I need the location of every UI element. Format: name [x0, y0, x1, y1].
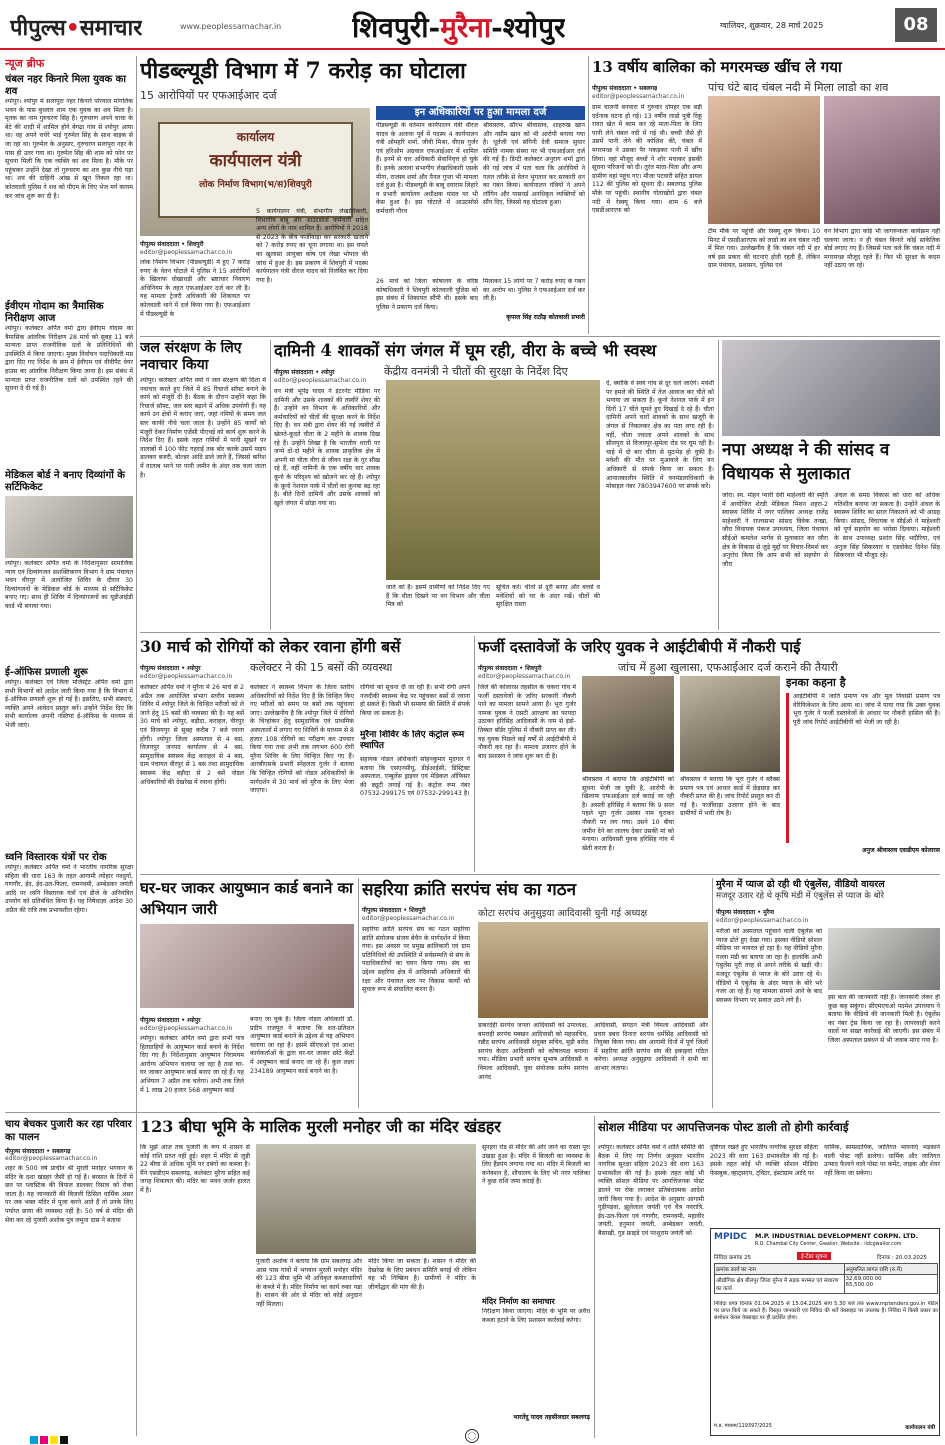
fake-docs-story [478, 636, 940, 872]
cheetah-email[interactable]: editor@peoplessamachar.co.in [274, 377, 367, 384]
color-registration-bar [30, 1436, 68, 1444]
muralidhar-signoff: भारतेंदु यादव तहसीलदार सबलगढ़ [513, 1414, 590, 1421]
water-body: श्योपुर। कलेक्टर अर्पित वर्मा ने जल संरक्षण की दिशा में नवाचार करते हुए जिले में 85 रिचार्ज सॉफ्ट बनाने के कार्य को मंजूरी दी है। बैठक के दौरान उन्होंने कहा कि रिचार्ज सॉफ्ट, जल स्तर बढ़ाने में अधिक उपयोगी हैं। यह कार्य उन क्षेत्रों में कराए जाएं, जहां नमियों के समय जल स्तर काफी नीचे चला जाता है। उन्होंने 85 कार्यों को मंजूरी देकर निर्माण एजेंसी पीएचई को कार्य शुरू करने के निर्देश दिए हैं। इसके तहत गर्मियों में पानी सूखने पर तालाबों में 100 फीट गहराई तक बोर करके उसमें पाइप डालकर बजरी, बोल्डर आदि डाले जाते हैं, जिससे बारिश में तालाब भरने पर पानी जमीन के अंदर तक चला जाता है। [140, 377, 266, 479]
fake-col-2: श्रीवास्तव ने बताया कि आईटीबीपी को सूचना भेजी जा चुकी है, आरोपी के खिलाफ एफआईआर दर्ज कराई जा रही है। असली हरिसिंह ने बताया कि 9 साल पहले भूरा गुर्जर उसका नाम चुराकर नौकरी पर लग गया। उसने 10 बीघा जमीन देने का लालच देकर उसकी मां को मनाया। आदिवासी युवक हरिसिंह गांव में खेती करता है। [582, 776, 674, 852]
ayushman-headline: घर-घर जाकर आयुष्मान कार्ड बनाने का अभियान जारी [140, 879, 353, 918]
tender-badge: ई-टेंडर सूचना [797, 1252, 831, 1260]
brief-body: श्योपुर। कलेक्टर अर्पित वर्मा द्वारा ईवीएम गोदाम का त्रैमासिक आंतरिक निरीक्षण 28 मार्च को सुबह 11 बजे मान्यता प्राप्त राजनीतिक दलों के प्रतिनिधियों की उपस्थिति में किया जाएगा। मुख्य निर्वाचन पदाधिकारी मप्र द्वारा दिए गए निर्देश के क्रम में ईवीएम एवं वीवीपैट वेयर हाउस का आंतरिक निरीक्षण किया जाना है। इस संबंध में मान्यता प्राप्त राजनीतिक दलों को उपस्थित रहने की सूचना दे दी गई है। [5, 325, 133, 393]
cheetah-byline: पीपुल्स संवाददाता • श्योपुर [274, 369, 335, 376]
crocodile-headline: 13 वर्षीय बालिका को मगरमच्छ खींच ले गया [592, 58, 842, 76]
column-divider [718, 340, 719, 630]
buses-deck: कलेक्टर ने की 15 बसों की व्यवस्था [250, 661, 393, 674]
ambulance-col-2: इस बात की जानकारी नहीं है। जानकारी लेकर ही कुछ कह सकूंगा। सीएमएचओ पदमेश उपाध्याय ने बताया कि वीडियो की जानकारी मिली है। एंबुलेंस का नंबर ट्रेस किया जा रहा है। लापरवाही करने वालों पर सख्त कार्रवाई की जाएगी। इस संबंध में जिला अस्पताल प्रबंधन से भी जवाब मांगा गया है। [828, 994, 940, 1044]
pwd-byline: पीपुल्स संवाददाता • शिवपुरी [140, 241, 204, 248]
ambulance-story [716, 878, 940, 1108]
napa-col-1: जोरा। स्व. मोहन प्यारी देवी माहेश्वरी की स्मृति में आयोजित शेरडी मेडिकल मिशन शहरा-2 स्वास्थ्य शिविर में नगर पालिका अध्यक्ष राजेंद्र माहेश्वरी ने राज्यसभा सांसद विवेक तन्खा, जौरा विधायक पंकज उपाध्याय, जिला पंचायत सीईओ कमलेश भार्गव से मुलाकात कर जौरा क्षेत्र के विकास से जुड़े मुद्दों पर विचार-विमर्श कर अनुरोध किया कि आप सभी को सहयोग से जौरा [722, 492, 828, 568]
sahariya-headline: सहरिया क्रांति सरपंच संघ का गठन [362, 880, 577, 900]
napa-story [722, 340, 940, 630]
brand-logo [10, 12, 142, 42]
buses-subhead: मुरैना शिविर के लिए कंट्रोल रूम स्थापित [360, 730, 465, 751]
pwd-headline: पीडब्ल्यूडी विभाग में 7 करोड़ का घोटाला [140, 58, 466, 84]
column-divider [474, 636, 475, 872]
cheetah-headline: दामिनी 4 शावकों संग जंगल में घूम रही, वीरा के बच्चे भी स्वस्थ [274, 341, 657, 360]
tender-table-row [715, 1275, 937, 1293]
brief-item-4 [5, 667, 133, 849]
news-brief-label: न्यूज ब्रीफ [5, 57, 45, 70]
napa-meeting-photo [722, 340, 940, 436]
office-sign [158, 122, 353, 218]
ambulance-photo [828, 928, 940, 990]
crocodile-story [592, 56, 940, 334]
statement-quote: आईटीबीपी में जाति प्रमाण पत्र और मूल निवासी प्रमाण पत्र वेरिफिकेशन के लिए आया था। जांच में पाया गया कि उक्त युवक भूरा गुर्जर ने फर्जी दस्तावेजों के आधार पर नौकरी हासिल की है। पूरी जांच रिपोर्ट आईटीबीपी को भेजी जा रही है। [786, 693, 940, 843]
tender-table [714, 1263, 938, 1294]
temple-photo [256, 1144, 476, 1254]
brief-title: ईवीएम गोदाम का त्रैमासिक निरीक्षण आज [5, 301, 104, 324]
muralidhar-col-2: पुजारी अशोक ने बताया कि ग्राम सबलगढ़ और आस पास गांवों में भगवान मुरली मनोहर मंदिर की 123 बीघा भूमि भी अधिकृत कब्जाधारियों के कब्जे में है। मंदिर निर्माण का कार्य रुका पड़ा है। शासन की ओर से मंदिर को कोई अनुदान नहीं मिलता। [256, 1258, 362, 1308]
tender-date: दिनांक : 20.03.2025 [877, 1255, 927, 1261]
tender-notice [710, 1228, 940, 1436]
buses-byline: पीपुल्स संवाददाता • श्योपुर [140, 665, 201, 672]
cheetah-photo [386, 380, 600, 580]
sahariya-col-2: डाबरदेही सरपंच जनता आदिवासी को उपाध्यक्ष, बमराही सरपंच मक्खन आदिवासी को महासचिव, रन्नौद सरपंच आदिवासी संयुक्त सचिव, मुड़ी बरोद सरपंच केदार आदिवासी को कोषाध्यक्ष बनाया गया। मीडिया प्रभारी सरपंच सुभाष आदिवासी व विमला आदिवासी, युवा संयोजक सलेम सरपंच आनंद [478, 1022, 588, 1081]
brief-title: मेडिकल बोर्ड ने बनाए दिव्यांगों के सर्टिफिकेट [5, 470, 125, 493]
buses-col-1: कलेक्टर अर्पित वर्मा ने मुरैना में 26 मार्च से 2 अप्रैल तक आयोजित संभाग स्तरीय स्वास्थ्य शिविर में श्योपुर जिले के चिन्हित मरीजों को ले जाने हेतु 15 बसों की व्यवस्था की है। यह बसें 30 मार्च को श्योपुर, बड़ौदा, कराहल, वीरपुर एवं विजयपुर से सुबह करीब 7 बजे रवाना होंगी। श्योपुर जिला अस्पताल से 4 बस, विजयपुर जनपद कार्यालय से 4 बस, सामुदायिक स्वास्थ्य केंद्र कराहल से 4 बस, ग्राम पंचायत वीरपुर से 1 बस तथा सामुदायिक स्वास्थ्य केंद्र बड़ौदा से 2 बसें नोडल अधिकारियों की देखरेख में रवाना होंगी। [140, 684, 244, 786]
column-divider [594, 1116, 595, 1438]
fake-byline: पीपुल्स संवाददाता • शिवपुरी [478, 665, 542, 672]
tender-table-header [715, 1264, 937, 1275]
ayushman-col-2: बनाए जा चुके हैं। जिला नोडल अधिकारी डॉ. प्रदीप राजपूत ने बताया कि शत-प्रतिशत आयुष्मान कार्ड बनाने के उद्देश्य से यह अभियान चलाया जा रहा है। इसमें सीएचओ एवं आशा कार्यकर्ताओं के द्वारा घर-घर जाकर छोटे केंद्रों में आयुष्मान कार्ड बनाए जा रहे हैं। कुल लक्ष्य 234189 आयुष्मान कार्ड बनाने का है। [250, 1016, 354, 1075]
pwd-note-2: मिलाकर 15 लोगों पर 7 करोड़ रुपए के गबन का आरोप था। पुलिस ने एफआईआर दर्ज कर ली है। [483, 278, 585, 303]
social-media-story [598, 1116, 940, 1438]
site-url[interactable]: www.peoplessamachar.in [180, 22, 282, 31]
ambulance-headline: मुरैना में प्याज ढो रही थी एंबुलेंस, वीडियो वायरल [716, 879, 885, 890]
sahariya-byline: पीपुल्स संवाददाता • शिवपुरी [362, 907, 426, 914]
ayushman-col-1: श्योपुर। कलेक्टर अर्पित वर्मा द्वारा सभी पात्र हितग्राहियों के आयुष्मान कार्ड बनाने के निर्देश दिए गए हैं। निर्देशानुसार आयुष्मान निरामयम आरोग्य अभियान चलाया जा रहा है तथा घर-घर जाकर आयुष्मान कार्ड बनाए जा रहे हैं। यह अभियान 7 अप्रैल तक चलेगा। अभी तक जिले में 1 लाख 20 हजार 568 आयुष्मान कार्ड [140, 1035, 244, 1094]
fake-col-1: जिले की कोलारस तहसील के चकरा गांव में फर्जी दस्तावेजों के जरिए सरकारी नौकरी पाने का मामला सामने आया है। भूरा गुर्जर नामक युवक ने एसटी आरक्षण का फायदा उठाकर हरिसिंह आदिवासी के नाम से इंडो-तिब्बत बॉर्डर पुलिस में नौकरी प्राप्त कर ली। यह युवक पिछले कई वर्षों से आईटीबीपी में नौकरी कर रहा है। मामला उजागर होने के बाद प्रशासन ने जांच शुरू कर दी है। [478, 684, 576, 760]
brand-right: समाचार [79, 16, 143, 41]
brief-title: चंबल नहर किनारे मिला युवक का शव [5, 74, 126, 97]
brand-left: पीपुल्स [10, 16, 66, 41]
priest-body: शहर के 500 वर्ष प्राचीन श्री मुरली मनोहर भगवान के मंदिर के दशा खंडहर जैसी हो गई है। बरसात के दिनों में छत पर प्लास्टिक की त्रिपाल डालकर रिसाव को रोका जाता है। यह जानकारी की बिजली ठिसिल धार्मिक असर पर जब भक्त मंदिर में पूजा करने आते हैं तो उनके लिए पर्याप्त छाया की व्यवस्था नहीं है। 50 वर्ष से मंदिर की सेवा कर रहे पुजारी अशोक पुत्र जमुना दास ने बताया [5, 1165, 133, 1224]
pwd-officials-box-title: इन अधिकारियों पर हुआ मामला दर्ज [376, 106, 585, 120]
sahariya-col-1: सहरिया क्रांति सरपंच संघ का गठन सहरिया क्रांति संयोजक संजय बेचैन के मार्गदर्शन में किया गया। इस अवसर पर प्रमुख क्रांतिकारी एवं ग्राम प्रतिनिधियों की उपस्थिति में सर्वसम्मति से संघ के पदाधिकारियों का चयन किया गया। संघ का उद्देश्य सहरिया क्षेत्र में आदिवासी अधिकारों की रक्षा और पंचायत स्तर पर विकास कार्यों को सुचारु रूप से संचालित करना है। [362, 926, 470, 994]
muralidhar-subhead: मंदिर निर्माण का समाचार [482, 1296, 555, 1306]
tender-col-cost: अनुमानित लागत राशि (रु.में) [845, 1267, 903, 1273]
edition-c: -श्योपुर [491, 11, 566, 44]
ambulance-deck: मजदूर उतार रहे थे कृषि मंडी में एंबुलेंस से प्याज के बोरे [716, 891, 885, 901]
tender-signatory: कार्यपालन यंत्री [905, 1425, 935, 1431]
medical-camp-photo [5, 496, 133, 558]
tender-work-name: औद्योगिक क्षेत्र बीलपुर जिला मुरैना में सड़क मरम्मत एवं संधारण का कार्य [715, 1275, 845, 1293]
fake-headline: फर्जी दस्तावेजों के जरिए युवक ने आईटीबीपी में नौकरी पाई [478, 638, 801, 656]
column-divider [136, 56, 137, 1436]
buses-email[interactable]: editor@peoplessamachar.co.in [140, 673, 233, 680]
tender-logo: MPIDC [714, 1232, 747, 1242]
ayushman-byline: पीपुल्स संवाददाता • श्योपुर [140, 1017, 201, 1024]
sign-line-3: लोक निर्माण विभाग(भ/स)शिवपुरी [199, 180, 312, 190]
column-divider [358, 878, 359, 1108]
fake-col-3: श्रीवास्तव ने बताया कि भूरा गुर्जर ने ब्लैक्स प्रमाण पत्र एवं आधार कार्ड में छेड़छाड़ कर नौकरी प्राप्त की है। जांच रिपोर्ट प्रस्तुत कर दी गई है। फर्जीवाड़ा उजागर होने के बाद ग्रामीणों में भारी रोष है। [680, 776, 780, 818]
brief-body: श्योपुर। श्योपुर में सलापुरा नहर किनारे पोरवाल मांगलिक भवन के पास बुधवार शाम एक युवक का शव मिला है। मृतक का नाम गुरुचरण सिंह है। गुरुचरण अपने चाचा के बेटे की शादी में शामिल होने बेगढ़ा गांव से श्योपुर आया था। वह अपने चचेरे भाई गुरुमेल सिंह के साथ बाइक से जा रहा था। गुरुमेल के अनुसार, गुरुचरण सलापुरा नहर के पास ही उतर गया था। गुरुमेल सिंह की शाम को फोन पर सूचना मिली कि एक व्यक्ति का शव मिला है। मौके पर पहुंचकर उन्होंने देखा तो गुरुचरण का शव कुछ नीचे पड़ा था। शव की दाहिनी आंख से खून निकल रहा था। कोतवाली पुलिस ने शव को पीएम के लिए भेज मर्ग कायम कर जांच शुरू कर दी है। [5, 98, 133, 200]
tender-body: निविदा प्रपत्र दिनांक 01.04.2025 से 15.04.2025 सायं 5.30 बजे तक www.mptenders.gov.in पोर्टल पर प्राप्त किये जा सकते हैं। विस्तृत जानकारी एवं निविदा की शर्तें वेबसाइट पर उपलब्ध हैं। निविदा में किसी प्रकार का संशोधन केवल वेबसाइट पर ही प्रदर्शित होगा। [714, 1301, 938, 1321]
accused-photo [582, 676, 674, 772]
social-col-1: श्योपुर। कलेक्टर अर्पित वर्मा ने शांति समिति की बैठक में लिए गए निर्णय अनुसार भारतीय नागरिक सुरक्षा संहिता 2023 की धारा 163 प्रभावशील की गई है। इसके तहत कोई भी व्यक्ति सोशल मीडिया पर आपत्तिजनक पोस्ट डालने पर रोक लगाकर प्रतिबंधात्मक आदेश जारी किया गया है। आदेश के अनुसार आगामी गुड़ीपड़वा, झूलेलाल जयंती एवं चैत्र नवरात्रि, ईद-उल-फितर एवं गणगौर, रामनवमी, महावीर जयंती, हनुमान जयंती, अम्बेडकर जयंती, बैसाखी, गुड फ्राइडे एवं परशुराम जयंती को [598, 1144, 704, 1237]
brief-title: ध्वनि विस्तारक यंत्रों पर रोक [5, 852, 107, 863]
sign-line-1: कार्यालय [236, 130, 275, 144]
crocodile-col-3: वन विभाग द्वारा कोई भी जागरूकता कार्यक्रम नहीं चलाया जाता। न ही चंबल किनारे कोई सांकेतिक बोर्ड लगाए गए हैं। जिससे पता चले कि चंबल नदी में मगरमच्छ मौजूद रहते हैं। फिर भी सुरक्षा के कदम नहीं उठाए जा रहे। [824, 228, 940, 270]
brand-dot-icon: • [65, 16, 80, 41]
brief-body: श्योपुर। कलेक्टर अर्पित वर्मा ने भारतीय नागरिक सुरक्षा संहिता की धारा 163 के तहत आगामी त्योहार नवदुर्गा, गणगौर, ईद, ईद-उल-फितर, रामनवमी, अम्बेडकर जयंती आदि पर ध्वनि विस्तारक यंत्रों एवं डीजे के अनियंत्रित उपयोग को प्रतिबंधित किया है। यह निषेधाज्ञा आदेश 30 अप्रैल की रात्रि तक प्रभावशील रहेगा। [5, 864, 133, 914]
section-divider [140, 874, 940, 875]
sahariya-story [362, 878, 708, 1108]
ambulance-byline: पीपुल्स संवाददाता • मुरैना [716, 909, 775, 916]
sahariya-group-photo [478, 922, 708, 1018]
pwd-deck: 15 आरोपियों पर एफआईआर दर्ज [140, 89, 277, 102]
column-divider [712, 878, 713, 1108]
water-headline: जल संरक्षण के लिए नवाचार किया [140, 340, 242, 373]
cheetah-story [274, 340, 714, 630]
brief-title: ई-ऑफिस प्रणाली शुरू [5, 667, 88, 678]
news-brief-column [5, 56, 133, 1072]
ayushman-photo [140, 924, 354, 1008]
priest-headline: चाय बेचकर पुजारी कर रहा परिवार का पालन [5, 1119, 132, 1143]
brief-item-2 [5, 301, 133, 467]
section-divider [5, 1112, 940, 1113]
pwd-note: 26 मार्च को जिला कोषालय के वरिष्ठ कोषाधिकारी ने शिवपुरी कोतवाली पुलिस को इस संबंध में शिकायत सौंपी थी। इसके बाद पुलिस ने प्रकरण दर्ज किया। [376, 278, 478, 311]
tender-col-work: क्रमांक कार्य का नाम [715, 1264, 845, 1274]
magenta-swatch [40, 1436, 48, 1444]
muralidhar-col-5: निरीक्षण किया जाएगा। मंदिर के भूमि पर अवैध कब्जा हटाने के लिए प्रशासन कार्रवाई करेगा। [482, 1308, 590, 1324]
muralidhar-story [140, 1116, 590, 1438]
brief-item-5 [5, 852, 133, 988]
muralidhar-col-1: कि मुझे आज तक पुजारी के रूप में शासन से कोई राशि प्राप्त नहीं हुई। शहर में मंदिर से जुड़ी 22 बीघा से अधिक भूमि पर दबंगों का कब्जा है। मैंने एसडीएम सबलगढ़, कलेक्टर मुरैना सहित कई जगह शिकायत की। मंदिर का भवन जर्जर हालत में है। [140, 1144, 250, 1194]
buses-col-4: सहायक नोडल अधिकारी सोहनकुमार मुदगल ने बताया कि एसएनसीयू, डीईआईसी, डिस्ट्रिक्ट अस्पताल, एम्बुलेंस ड्राइवर एवं मेडिकल ऑफिसर की ड्यूटी लगाई गई है। कंट्रोल रूम नंबर 07532-299175 एवं 07532-299143 है। [360, 756, 470, 798]
priest-byline: पीपुल्स संवाददाता • सबलगढ़ [5, 1148, 71, 1155]
muralidhar-headline: 123 बीघा भूमि के मालिक मुरली मनोहर जी का मंदिर खंडहर [140, 1117, 501, 1136]
sign-line-2: कार्यपालन यंत्री [209, 151, 302, 171]
cheetah-col-2b: सूचित करें। चीतों से दूरी बनाए और बच्चों व मवेशियों को घर के अंदर रखें। चीतों की सुरक्षित रास्ता [496, 584, 600, 609]
buses-col-3: रोगियों को सूचना दी जा रही है। सभी रोगी अपने नजदीकी स्वास्थ्य केंद्र पर पहुंचकर बसों से रवाना हो सकते हैं। किसी भी समस्या की स्थिति में संपर्क किया जा सकता है। [360, 684, 470, 717]
tender-cost-2: 65,500.00 [845, 1282, 874, 1288]
edition-a: शिवपुरी- [352, 11, 441, 44]
tender-ref: म.प्र. माध्यम/119397/2025 [714, 1423, 772, 1429]
fake-email[interactable]: editor@peoplessamachar.co.in [478, 673, 571, 680]
pwd-col-4: श्रीवास्तव, सौरभ श्रीवास्तव, शाहरुख खान और नसीम खान को भी आरोपी बनाया गया है। धूर्तजी एवं संगिनी देवी समाज सुधार समिति नामक संस्था पर भी एफआईआर दर्ज की गई है। डिप्टी कलेक्टर अनुराग शर्मा द्वारा की गई जांच में पता चला कि आरोपियों ने गलत तरीके से वेतन भुगतान कर सरकारी धन का गबन किया। कार्यपालन यंत्रियों ने अपने लॉगिन और पासवर्ड अनधिकृत व्यक्तियों को सौंप दिए, जिससे यह घोटाला हुआ। [483, 122, 585, 207]
victim-photo [680, 676, 780, 772]
napa-headline: नपा अध्यक्ष ने की सांसद व विधायक से मुलाकात [722, 440, 890, 484]
registration-mark-icon [465, 1429, 479, 1443]
sahariya-col-3: आदिवासी, संगठन मंत्री विमला आदिवासी और प्रचार डबरा दिनारा सरपंच धर्मसिंह आदिवासी को नियुक्त किया गया। संघ आगामी दिनों में पूर्ण जिलों में सहरिया क्रांति सरपंच संघ की इकाइयां गठित करेगा। अध्यक्ष अनुसुइया आदिवासी ने सभी का आभार जताया। [594, 1022, 708, 1072]
priest-email[interactable]: editor@peoplessamachar.co.in [5, 1155, 98, 1162]
ayushman-email[interactable]: editor@peoplessamachar.co.in [140, 1025, 233, 1032]
statement-box [786, 676, 940, 872]
brief-item-3 [5, 470, 133, 664]
crocodile-byline: पीपुल्स संवाददाता • सबलगढ़ [592, 85, 658, 92]
statement-box-title: इनका कहना है [786, 676, 846, 689]
ayushman-story [140, 878, 354, 1108]
sahariya-email[interactable]: editor@peoplessamachar.co.in [362, 915, 455, 922]
muralidhar-col-4: सुनहरा रोड से मंदिर की ओर जाने का रास्ता पूरा उखड़ा हुआ है। मंदिर में बिजली का व्यवस्था के लिए हैंडपंप लगाया गया था। मंदिर में बिजली का कनेक्शन है, शौचालय के लिए भी नगर पालिका ने कुछ राशि जमा कराई है। [482, 1144, 590, 1186]
crocodile-col-2: टीम मौके पर पहुंची और रेस्क्यू शुरू किया। 10 मिनट में एसडीआरएफ को लाडो का शव चंबल नदी में मिल गया। उल्लेखनीय है कि चंबल नदी में हर वर्ष इस प्रकार की घटनाएं होती रहती हैं, लेकिन ग्राम पंचायत, प्रशासन, पुलिस एवं [708, 228, 820, 270]
column-divider [270, 340, 271, 630]
column-divider [588, 56, 589, 334]
muralidhar-col-3: मंदिर किया जा सकता है। शासन ने मंदिर की देखरेख के लिए प्रबंधन समिति बनाई थी लेकिन वह भी निष्क्रिय है। ग्रामीणों ने मंदिर के जीर्णोद्धार की मांग की है। [368, 1258, 476, 1291]
brief-body: श्योपुर। कलेक्टर अर्पित वर्मा के निर्देशानुसार सामाजिक न्याय एवं दिव्यांगजन सशक्तिकरण विभाग ने ग्राम पंचायत भवन वीरपुर में आयोजित शिविर के दौरान 30 दिव्यांगजनों के मेडिकल बोर्ड के माध्यम से सर्टिफिकेट बनाए गए। साथ ही शिविर में दिव्यांगजनों का यूडीआईडी कार्ड भी बनाया गया। [5, 560, 133, 610]
girl-photo-2 [824, 96, 940, 224]
tender-nit-no: निविदा क्रमांक 25 [714, 1255, 751, 1261]
cheetah-col-3: दें, क्योंकि वे स्वयं गांव से दूर चले जाएंगे। मवेशी पर हमले की स्थिति में तेज आवाज कर चीते को भगाया जा सकता है। कूनो नेशनल पार्क में इन दिनों 17 चीते घूमते हुए दिखाई दे रहे हैं। चीता दामिनी अपने चारों शावकों के साथ खजूरी के जंगल से निकलकर क्षेत्र का पता लगा रही है। वहीं, चीता ज्वाला अपने शावकों के साथ सीलपुरा से विजयपुर-सुमेला रोड पर घूम रही है। चाहे में दो बार चीता से मुठभेड़ हो चुकी है। मवेशी की मौत पर मुआवजे के लिए वन अधिकारी से संपर्क किया जा सकता है। आपातकालीन स्थिति में वनमंडलाधिकारी के मोबाइल नंबर 7803947600 पर संपर्क करें। [606, 380, 714, 491]
crocodile-col-1: ग्राम चालनी बनवारा में गुरुवार दोपहर एक बड़ी दर्दनाक घटना हो गई। 13 वर्षीय लाडो पुत्री रिंकू रावत खेत में काम कर रहे माता-पिता के लिए पानी लेने चंबल नदी में गई थी। बच्ची जैसे ही उसमें पानी लेने की कोशिश की, चंबल में मगरमच्छ ने उसका पैर पकड़कर पानी में खींच लिया। वहां मौजूद बच्चों ने शोर मचाकर इसकी सूचना परिजनों को दी। तुरंत माता-पिता और अन्य ग्रामीण वहां पहुंच गए। मौजा पटवारी सहित डायल 112 की पुलिस को सूचना दी। सबलगढ़ पुलिस मौके पर पहुंची। स्थानीय गोताखोरों द्वारा चंबल नदी में रेस्क्यू किया गया। शाम 6 बजे एसडीआरएफ को [592, 104, 702, 215]
tender-cost-1: 32,69,000.00 [845, 1276, 882, 1282]
ambulance-email[interactable]: editor@peoplessamachar.co.in [716, 917, 809, 924]
brief-item-1 [5, 74, 133, 298]
priest-story [5, 1078, 133, 1438]
sahariya-deck: कोटा सरपंच अनुसुइया आदिवासी चुनी गई अध्यक्ष [478, 908, 648, 919]
buses-headline: 30 मार्च को रोगियों को लेकर रवाना होंगी बसें [140, 637, 401, 656]
tender-address: R.O. Chambal City Center, Gwalior, Website : iidcgwalior.com [755, 1242, 902, 1247]
tender-org: M.P. INDUSTRIAL DEVELOPMENT CORPN. LTD. [755, 1232, 919, 1240]
crocodile-deck: पांच घंटे बाद चंबल नदी में मिला लाडो का शव [708, 81, 889, 94]
tender-costs [845, 1275, 937, 1293]
fake-deck: जांच में हुआ खुलासा, एफआईआर दर्ज कराने की तैयारी [618, 661, 838, 674]
section-divider [140, 632, 940, 633]
section-divider [140, 336, 940, 337]
yellow-swatch [50, 1436, 58, 1444]
pwd-story [140, 56, 585, 334]
cheetah-col-1: वन मंत्री भूपेंद्र यादव ने इंटरनेट मीडिया पर दामिनी और उसके शावकों की तस्वीरें शेयर की हैं। उन्होंने वन विभाग के अधिकारियों और कर्मचारियों को चीतों की सुरक्षा करने के निर्देश दिए हैं। वन मंत्री द्वारा शेयर की गई तस्वीरों में खेलते-कूदते चीता के 2 महीने के शावक दिख रहे हैं। उन्होंने लिखा है कि भारतीय धरती पर जन्मे दो-दो महीने के शावक प्राकृतिक क्षेत्र में अपनी मां चीता वीरा से जीवन रक्षा के गुर सीख रहे हैं, वहीं नामिनी के एक वर्षीय चार शावक कूनो के परिदृश्य को खोजने कर रहे हैं। श्योपुर के कूनो नेशनल पार्क में चीतों का कुनबा बढ़ रहा है। बीते दिनों दामिनी और उसके शावकों को खुले जंगल में छोड़ा गया था। [274, 388, 380, 507]
social-headline: सोशल मीडिया पर आपत्तिजनक पोस्ट डाली तो होगी कार्रवाई [598, 1120, 849, 1134]
napa-col-2: अंचल के समग्र विकास को धारा को अधिक गतिशील बनाया जा सकता है। उन्होंने अंचल के स्वास्थ्य शिविर का सरल निकालने को भी आग्रह किया। सांसद, विधायक व सीईओ ने माहेश्वरी को पूर्ण सहयोग का भरोसा दिलाया। माहेश्वरी के साथ उपाध्यक्ष प्रशांत सिंह भदौरिया, एवं अनुज सिंह सिकरवार व एडवोकेट दिनेश सिंह सिकरवार भी मौजूद रहे। [834, 492, 940, 560]
water-story [140, 340, 266, 630]
pwd-col-1: लोक निर्माण विभाग (पीडब्ल्यूडी) में हुए 7 करोड़ रुपए के वेतन घोटाले में पुलिस ने 15 आरोपियों के खिलाफ धोखाधड़ी और भ्रष्टाचार निवारण अधिनियम के तहत एफआईआर दर्ज कर ली है। यह मामला ट्रेजरी अधिकारी की शिकायत पर कोतवाली थाने में दर्ज किया गया है। एफआईआर में पीडब्ल्यूडी के [140, 259, 250, 318]
girl-photo-1 [708, 96, 820, 224]
buses-col-2: कलेक्टर ने स्वास्थ्य विभाग के जिला स्तरीय अधिकारियों को निर्देश दिए हैं कि चिन्हित किए गए मरीजों को समय पर बसों तक पहुंचाया जाए। उल्लेखनीय है कि श्योपुर जिले में रोगियों के चिन्हांकन हेतु सामुदायिक एवं प्राथमिक अस्पतालों में लगाए गए शिविरों के माध्यम से 8 हजार 108 रोगियों का परीक्षण कर उपचार किया गया तथा अभी तक लगभग 600 रोगी मुरैना शिविर के लिए चिन्हित किए गए हैं। आरबीएसके प्रभारी स्नेहलता गुर्जर ने बताया कि चिन्हित रोगियों को नोडल अधिकारियों के मार्गदर्शन में 30 मार्च को मुरैना के लिए भेजा जाएगा। [250, 684, 354, 795]
masthead [0, 0, 945, 50]
dateline: ग्वालियर, शुक्रवार, 28 मार्च 2025 [720, 21, 824, 30]
page-number: 08 [895, 8, 937, 42]
social-col-2: दृष्टिगत रखते हुए भारतीय नागरिक सुरक्षा संहिता 2023 की धारा 163 प्रभावशील की गई है। इसके तहत कोई भी व्यक्ति सोशल मीडिया फेसबुक, व्हाट्सएप, ट्विटर, इंस्टाग्राम आदि पर [710, 1144, 818, 1177]
pwd-quote: कृपाल सिंह राठौड़ कोतवाली प्रभारी [506, 314, 585, 321]
cyan-swatch [30, 1436, 38, 1444]
buses-story [140, 636, 470, 872]
ambulance-col-1: मरीजों को अस्पताल पहुंचाने वाली एंबुलेंस को प्याज ढोते हुए देखा गया। इसका वीडियो सोशल मीडिया पर वायरल हो रहा है। यह वीडियो मुरैना गल्ला मंडी का बताया जा रहा है। हालांकि अभी एंबुलेंस पूरी तरह से अपने तरीके से खड़ी थी। मजदूर एंबुलेंस से प्याज के बोरे उतार रहे थे। वीडियो में एंबुलेंस के अंदर प्याज के बोरे भरे नजर आ रहे हैं। यह मामला सामने आने के बाद स्वास्थ्य विभाग पर सवाल उठने लगे हैं। [716, 928, 822, 1004]
edition-b: मुरैना [440, 11, 492, 44]
crocodile-email[interactable]: editor@peoplessamachar.co.in [592, 93, 685, 100]
pwd-email[interactable]: editor@peoplessamachar.co.in [140, 249, 233, 256]
cheetah-deck: केंद्रीय वनमंत्री ने चीतों की सुरक्षा के निर्देश दिए [384, 365, 568, 378]
statement-signoff: अनुज श्रीवास्तव एसडीएम कोलारस [861, 847, 940, 854]
pwd-col-3: पीडब्ल्यूडी के वर्तमान कार्यपालन यंत्री धीरज यादव के अलावा पूर्व में पदस्थ 4 कार्यपालन यंत्री ओमहरि शर्मा, जीवी मिश्रा, वीएस गुर्जर एवं हरिओम अग्रवाल एफआईआर में शामिल हैं। इनमें से चार अधिकारी सेवानिवृत्त हो चुके हैं। इनके अलावा संभागीय लेखाधिकारी एसके मीना, राजस्व शर्मा और पैनल गुप्ता भी मामला दर्ज हुआ है। पीडब्ल्यूडी के बाबू दयाराम लिहारे व प्रभारी कार्यालय अधीक्षक यादव पर भी केस हुआ है। इस घोटाले में आउटसोर्स कर्मचारी गौरव [376, 122, 478, 215]
brief-body: श्योपुर। कलेक्टर एवं जिला मजिस्ट्रेट अर्पित वर्मा द्वारा सभी विभागों को आदेश जारी किया गया है कि विभाग में ई-ऑफिस प्रणाली शुरू हो गई है। इसलिए, सभी संस्थाएं, व्यक्ति अपने आवेदन प्रस्तुत करें। उन्होंने निर्देश दिए कि सभी कार्यालय अपनी नस्तियां ई-ऑफिस के माध्यम से भेजी जाएं। [5, 679, 133, 729]
cheetah-col-2: जाते को है। इसमें ग्रामीणों को निर्देश दिए गए हैं कि चीता दिखने पर वन विभाग और चीता मित्र को [386, 584, 490, 609]
black-swatch [60, 1436, 68, 1444]
pwd-col-2: 5 कार्यपालन यंत्री, संभागीय लेखाधिकारी, विभागीय बाबू और आउटसोर्स कर्मचारी सहित अन्य लोगों के नाम शामिल हैं। आरोपियों ने 2018 से 2023 के बीच फर्जीवाड़ा कर सरकारी खजाने को 7 करोड़ रुपए का चूना लगाया था। इस घपले का खुलासा आयुक्त कोष एवं लेखा भोपाल की जांच में हुआ है। इस प्रकरण में शिवपुरी में पदस्थ कार्यपालन यंत्री धीरज यादव को निलंबित कर दिया गया है। [256, 208, 368, 284]
edition-title [352, 8, 565, 46]
social-col-3: धार्मिक, साम्प्रदायिक, जातिगत भावनाएं भड़काने वाली पोस्ट नहीं डालेगा। धार्मिक और जातिगत उन्माद फैलाने वाले पोस्ट पर कमेंट, लाइक और शेयर नहीं किया जा सकेगा। [824, 1144, 940, 1177]
